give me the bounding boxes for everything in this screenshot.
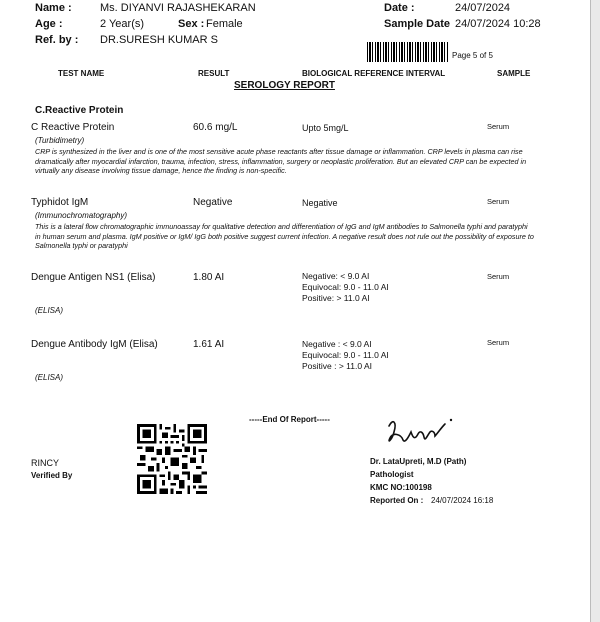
ref-label: Ref. by : xyxy=(35,34,79,46)
test-note: CRP is synthesized in the liver and is one of the most sensitive acute phase reactants after tissue damage or inflammation. CRP levels in plasma can rise dramatically after myocardial infarction, trauma, infection, stress, inflammation, surgery or neoplastic proliferation. But an elevated CRP can be expected in virtually any disease involving tissue damage, hence the finding is non-specific. xyxy=(35,147,527,176)
test-result: 1.61 AI xyxy=(193,339,225,350)
patient-name: Ms. DIYANVI RAJASHEKARAN xyxy=(100,2,256,14)
interval-line: Positive : > 11.0 AI xyxy=(302,361,373,371)
pathologist-name: Dr. LataUpreti, M.D (Path) xyxy=(370,457,467,466)
test-result: 1.80 AI xyxy=(193,272,225,283)
sample-date-label: Sample Date xyxy=(384,18,451,30)
test-sample: Serum xyxy=(487,197,510,206)
test-sample: Serum xyxy=(487,272,510,281)
reported-on-label: Reported On : xyxy=(370,496,424,505)
report-date: 24/07/2024 xyxy=(455,2,511,14)
age-label: Age : xyxy=(35,18,63,30)
kmc-number: KMC NO:100198 xyxy=(370,483,432,492)
page-number: Page 5 of 5 xyxy=(452,51,493,60)
test-interval: Upto 5mg/L xyxy=(302,123,349,133)
test-name: Dengue Antigen NS1 (Elisa) xyxy=(31,272,156,283)
test-sample: Serum xyxy=(487,122,510,131)
sample-date: 24/07/2024 10:28 xyxy=(455,18,541,30)
test-method: (ELISA) xyxy=(35,373,64,382)
end-of-report: -----End Of Report----- xyxy=(249,415,330,424)
interval-line: Positive: > 11.0 AI xyxy=(302,293,370,303)
test-interval: Negative xyxy=(302,198,338,208)
test-name: Typhidot IgM xyxy=(31,197,89,208)
section-title: C.Reactive Protein xyxy=(35,105,124,116)
test-sample: Serum xyxy=(487,338,510,347)
test-result: 60.6 mg/L xyxy=(193,122,238,133)
test-method: (Turbidimetry) xyxy=(35,136,85,145)
interval-line: Equivocal: 9.0 - 11.0 AI xyxy=(302,350,389,360)
patient-sex: Female xyxy=(206,18,243,30)
sex-label: Sex : xyxy=(178,18,205,30)
barcode xyxy=(367,42,449,62)
verified-by-label: Verified By xyxy=(31,471,73,480)
report-title: SEROLOGY REPORT xyxy=(234,80,335,91)
test-note: This is a lateral flow chromatographic immunoassay for qualitative detection and differentiation of IgG and IgM antibodies to Salmonella typhi and paratyphi in human serum and plasma. IgM positive or IgM/ IgG both positive suggest current infection. A negative result does not rule out the possibility of exposure to Salmonella typhi or paratyphi xyxy=(35,222,534,251)
verifier-name: RINCY xyxy=(31,458,60,468)
column-result: RESULT xyxy=(198,69,230,78)
column-sample: SAMPLE xyxy=(497,69,531,78)
qr-code xyxy=(137,424,207,494)
reported-on-date: 24/07/2024 16:18 xyxy=(431,496,494,505)
interval-line: Negative : < 9.0 AI xyxy=(302,339,372,349)
test-method: (Immunochromatography) xyxy=(35,211,128,220)
interval-line: Equivocal: 9.0 - 11.0 AI xyxy=(302,282,389,292)
patient-age: 2 Year(s) xyxy=(100,18,145,30)
pathologist-title: Pathologist xyxy=(370,470,414,479)
column-interval: BIOLOGICAL REFERENCE INTERVAL xyxy=(302,69,446,78)
interval-line: Negative: < 9.0 AI xyxy=(302,271,370,281)
column-test-name: TEST NAME xyxy=(58,69,105,78)
date-label: Date : xyxy=(384,2,415,14)
signature xyxy=(383,414,458,452)
name-label: Name : xyxy=(35,2,72,14)
test-result: Negative xyxy=(193,197,233,208)
test-name: Dengue Antibody IgM (Elisa) xyxy=(31,339,158,350)
referring-doctor: DR.SURESH KUMAR S xyxy=(100,34,218,46)
test-name: C Reactive Protein xyxy=(31,122,115,133)
test-method: (ELISA) xyxy=(35,306,64,315)
